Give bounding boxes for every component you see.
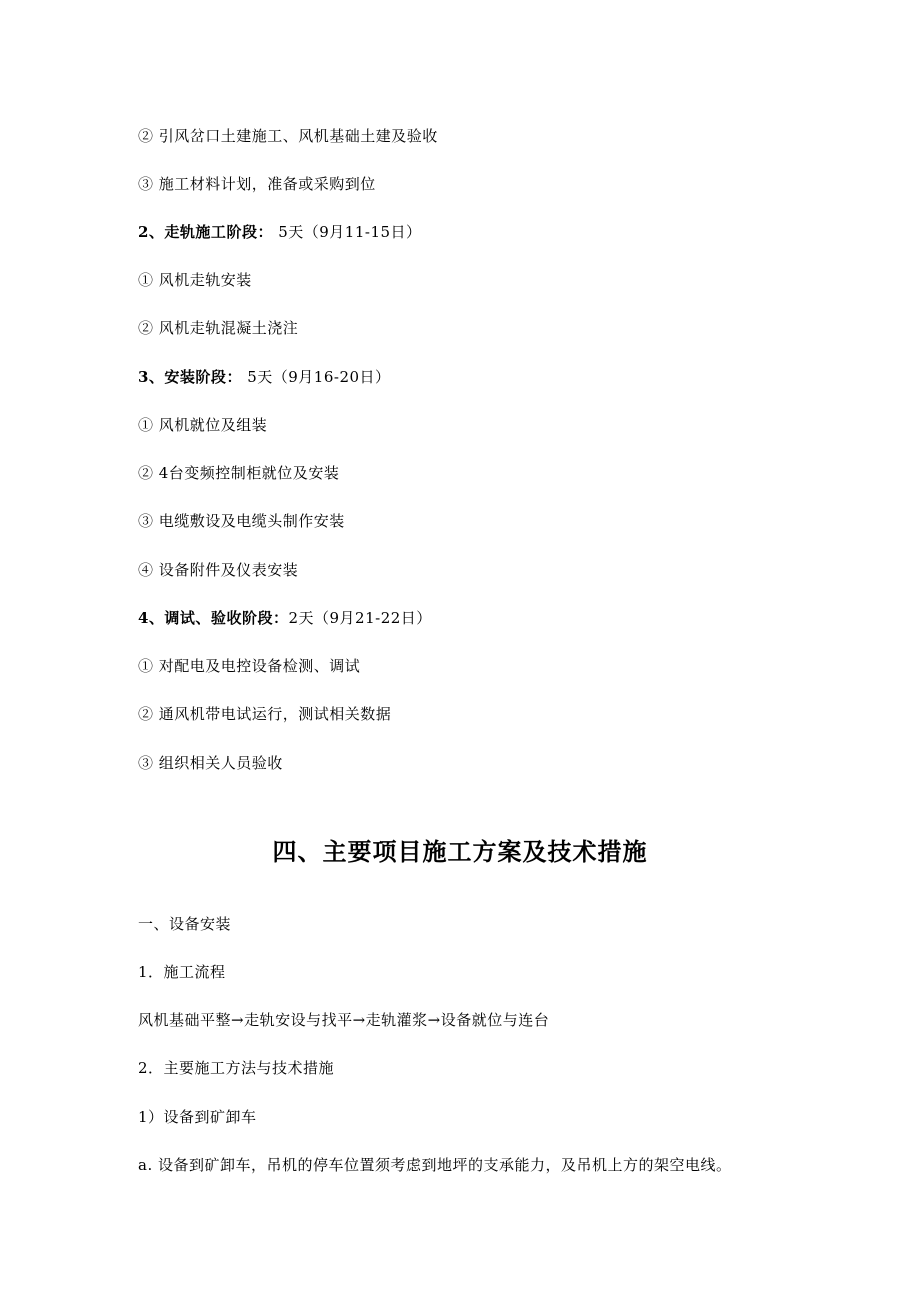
phase1-item-2: ② 引风岔口土建施工、风机基础土建及验收 xyxy=(138,127,438,145)
subsection-equipment-install: 一、设备安装 xyxy=(138,915,232,933)
phase2-label: 2、走轨施工阶段： xyxy=(138,223,273,241)
phase3-duration: 5天（9月16-20日） xyxy=(241,368,391,386)
phase3-item-4: ④ 设备附件及仪表安装 xyxy=(138,561,299,579)
phase4-item-2: ② 通风机带电试运行，测试相关数据 xyxy=(138,705,392,723)
phase3-heading xyxy=(138,367,391,387)
phase4-duration: 2天（9月21-22日） xyxy=(288,609,432,627)
phase2-item-1: ① 风机走轨安装 xyxy=(138,271,252,289)
phase4-item-3: ③ 组织相关人员验收 xyxy=(138,754,283,772)
phase4-label: 4、调试、验收阶段： xyxy=(138,609,289,627)
phase3-item-3: ③ 电缆敷设及电缆头制作安装 xyxy=(138,512,345,530)
phase1-item-3: ③ 施工材料计划，准备或采购到位 xyxy=(138,175,376,193)
unloading-heading: 1）设备到矿卸车 xyxy=(138,1108,257,1126)
construction-flow-text: 风机基础平整→走轨安设与找平→走轨灌浆→设备就位与连台 xyxy=(138,1011,550,1029)
section-title: 四、主要项目施工方案及技术措施 xyxy=(272,838,648,866)
phase3-label: 3、安装阶段： xyxy=(138,368,242,386)
phase3-item-1: ① 风机就位及组装 xyxy=(138,416,268,434)
phase4-item-1: ① 对配电及电控设备检测、调试 xyxy=(138,657,361,675)
construction-flow-heading: 1．施工流程 xyxy=(138,963,226,981)
phase2-heading xyxy=(138,222,422,242)
unloading-paragraph-a: a. 设备到矿卸车，吊机的停车位置须考虑到地坪的支承能力，及吊机上方的架空电线。 xyxy=(138,1156,732,1174)
phase2-duration: 5天（9月11-15日） xyxy=(272,223,422,241)
methods-heading: 2．主要施工方法与技术措施 xyxy=(138,1059,335,1077)
phase3-item-2: ② 4台变频控制柜就位及安装 xyxy=(138,464,340,482)
phase2-item-2: ② 风机走轨混凝土浇注 xyxy=(138,319,299,337)
phase4-heading xyxy=(138,608,432,628)
